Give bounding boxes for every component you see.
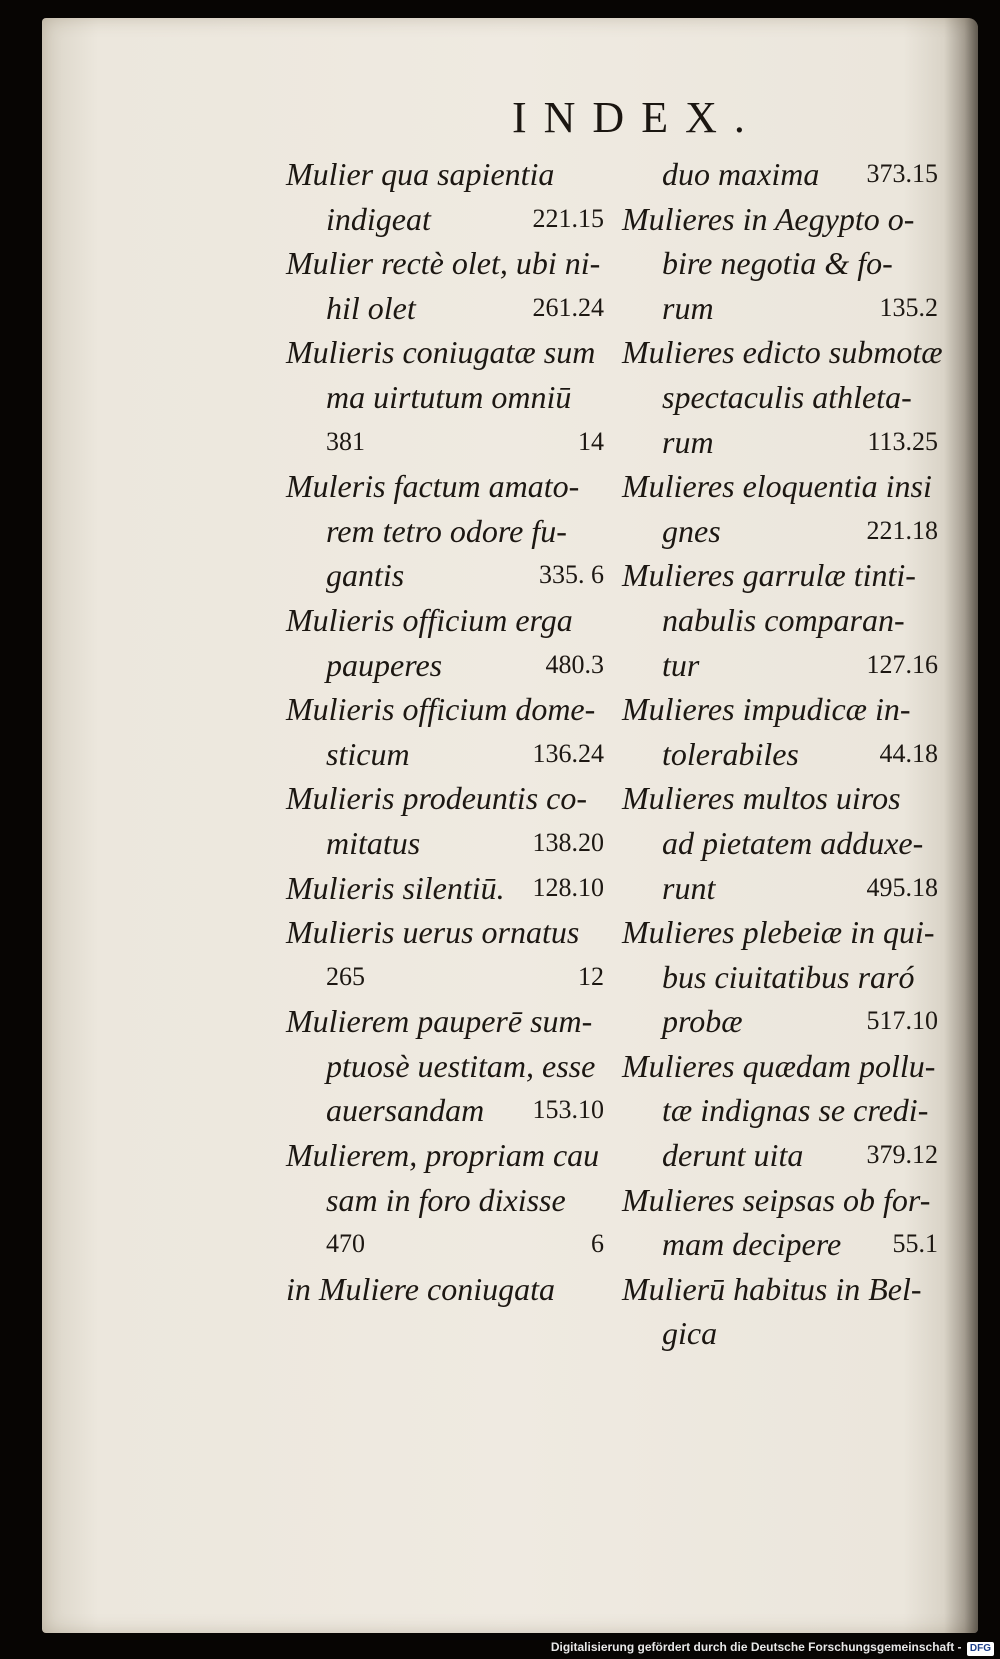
index-entry-text: Mulieres garrulæ tinti- [622,557,916,594]
index-entry-text: rem tetro odore fu- [326,512,567,549]
index-line [622,732,938,777]
index-column-left [286,152,604,1311]
index-reference: 153.10 [532,1095,604,1125]
index-entry-text: gica [662,1315,718,1352]
index-line [286,286,604,331]
index-entry-text: spectaculis athleta- [662,378,912,415]
index-column-right [622,152,943,1356]
index-entry-text: runt [662,869,716,906]
index-reference: 480.3 [545,649,604,679]
index-line [286,152,604,197]
index-line [286,420,604,465]
index-line [622,330,943,375]
index-line [286,910,604,955]
index-entry-text: rum [662,289,714,326]
index-line [622,1133,938,1178]
index-entry-text: Mulieris coniugatæ sum [286,334,596,371]
index-line [286,509,604,554]
index-reference: 12 [578,961,604,991]
index-reference: 517.10 [866,1006,938,1036]
page-header: INDEX. [512,93,762,142]
index-line [286,1222,604,1267]
index-reference: 14 [578,426,604,456]
index-line [622,910,938,955]
index-line [286,1133,604,1178]
index-reference: 128.10 [532,872,604,902]
index-entry-text: tolerabiles [662,735,799,772]
index-entry-text: sam in foro dixisse [326,1181,566,1218]
index-line [286,776,604,821]
index-line [622,866,938,911]
index-entry-text: mitatus [326,824,421,861]
index-entry-text: Mulieres eloquentia insi [622,468,932,505]
index-line [622,598,938,643]
index-line [622,375,938,420]
index-entry-text: Mulieris silentiū. [286,869,505,906]
index-line [286,197,604,242]
index-line [286,732,604,777]
index-entry-text: Mulieres seipsas ob for- [622,1181,931,1218]
index-entry-text: mam decipere [662,1226,842,1263]
index-reference: 135.2 [879,292,938,322]
index-entry-text: sticum [326,735,410,772]
index-line [622,821,938,866]
index-line [286,375,604,420]
index-entry-text: Mulieris officium dome- [286,691,596,728]
index-line [286,643,604,688]
index-reference: 136.24 [532,738,604,768]
index-entry-text: Mulieres impudicæ in- [622,691,911,728]
index-line [622,241,938,286]
index-reference: 373.15 [866,159,938,188]
index-line [622,1267,938,1312]
index-reference: 6 [591,1229,604,1259]
index-entry-text: nabulis comparan- [662,601,905,638]
index-line [622,286,938,331]
index-entry-text: indigeat [326,200,431,237]
index-line [286,866,604,911]
index-reference: 55.1 [892,1229,938,1259]
index-entry-text: in Muliere coniugata [286,1270,555,1307]
index-entry-text: gantis [326,557,405,594]
index-entry-text: ma uirtutum omniū [326,378,572,415]
index-entry-text: Mulierū habitus in Bel- [622,1270,922,1307]
index-entry-text: Mulier rectè olet, ubi ni- [286,245,601,282]
index-line [622,1178,938,1223]
index-entry-text: bire negotia & fo- [662,245,893,282]
index-entry-text: derunt uita [662,1137,804,1174]
index-reference: 221.15 [532,203,604,233]
index-entry-text: hil olet [326,289,416,326]
index-reference: 335. 6 [539,560,604,590]
dfg-logo: DFG [967,1642,994,1656]
index-entry-text: Mulieres plebeiæ in qui- [622,914,935,951]
index-entry-text: duo maxima [662,156,820,192]
index-entry-text: tur [662,646,700,683]
index-line [622,687,938,732]
index-entry-text: ptuosè uestitam, esse [326,1047,596,1084]
index-line [286,955,604,1000]
index-line [286,553,604,598]
index-line [286,598,604,643]
index-entry-text: tæ indignas se credi- [662,1092,929,1129]
index-entry-text: rum [662,423,714,460]
index-line [622,643,938,688]
index-entry-text: Mulieris officium erga [286,601,573,638]
index-entry-text: Mulieris prodeuntis co- [286,780,587,817]
index-reference: 379.12 [866,1140,938,1170]
index-entry-text: Mulier qua sapientia [286,156,555,192]
index-line [622,1088,938,1133]
index-line [622,955,938,1000]
index-line [286,1178,604,1223]
index-line [286,687,604,732]
index-line [286,999,604,1044]
page-edge-shadow [944,18,978,1633]
index-page-number: 265 [326,961,365,991]
index-reference: 261.24 [532,292,604,322]
index-entry-text: Mulieres multos uiros [622,780,901,817]
index-line [286,241,604,286]
index-line [622,464,938,509]
index-reference: 44.18 [879,738,938,768]
digitization-credit [551,1639,994,1655]
index-entry-text: bus ciuitatibus raró [662,958,915,995]
index-line [286,1088,604,1133]
index-line [286,330,604,375]
index-line [622,197,938,242]
index-line [286,464,604,509]
index-line [622,776,938,821]
index-line [286,821,604,866]
index-reference: 495.18 [866,872,938,902]
index-reference: 138.20 [532,827,604,857]
index-reference: 127.16 [866,649,938,679]
index-line [622,509,938,554]
index-reference: 113.25 [867,426,938,456]
index-line [622,152,938,197]
index-entry-text: pauperes [326,646,443,683]
index-line [622,1222,938,1267]
index-entry-text: Muleris factum amato- [286,468,580,505]
index-line [622,1311,938,1356]
index-page-number: 381 [326,426,365,456]
index-line [622,999,938,1044]
index-entry-text: gnes [662,512,721,549]
index-reference: 221.18 [866,515,938,545]
index-entry-text: Mulierem, propriam cau [286,1137,600,1174]
index-line [286,1044,604,1089]
index-entry-text: ad pietatem adduxe- [662,824,924,861]
index-page-number: 470 [326,1229,365,1259]
index-entry-text: Mulieres quædam pollu- [622,1047,936,1084]
index-entry-text: Mulierem pauperē sum- [286,1003,593,1040]
index-entry-text: probæ [662,1003,743,1040]
index-entry-text: Mulieres edicto submotæ [622,334,943,371]
index-line [286,1267,604,1312]
index-line [622,553,938,598]
index-line [622,420,938,465]
index-line [622,1044,938,1089]
credit-text: Digitalisierung gefördert durch die Deutsche Forschungsgemeinschaft - [550,1640,962,1654]
index-entry-text: auersandam [326,1092,485,1129]
index-entry-text: Mulieres in Aegypto o- [622,200,915,237]
index-entry-text: Mulieris uerus ornatus [286,914,580,951]
